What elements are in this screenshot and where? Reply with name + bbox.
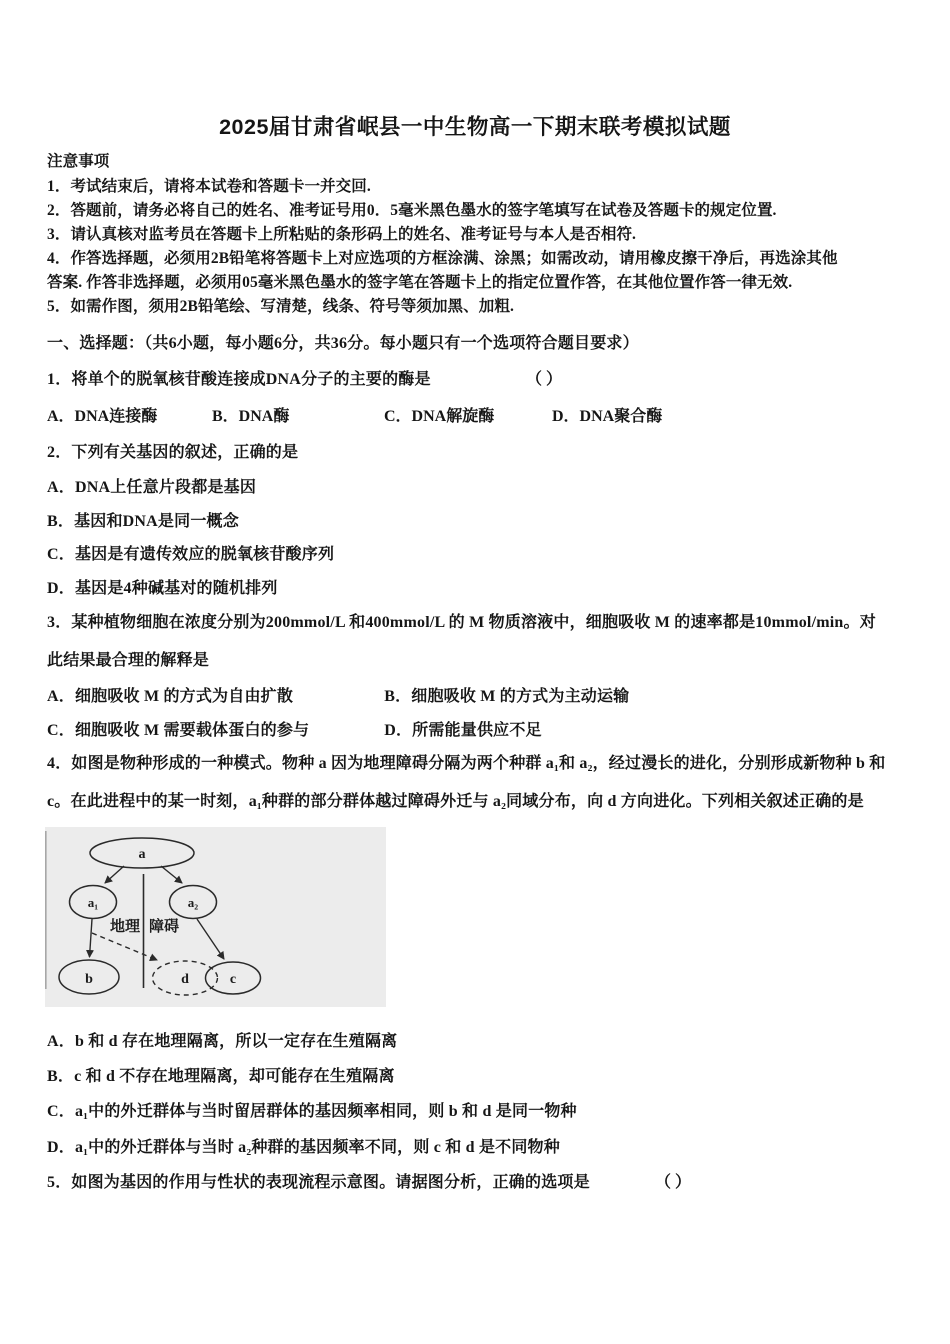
label-b: b (85, 972, 93, 987)
q3-options-row1 (47, 683, 629, 706)
arrow-a2-to-c (197, 919, 224, 959)
q4-option-b: B．c 和 d 不存在地理隔离，却可能存在生殖隔离 (47, 1068, 395, 1085)
label-c: c (229, 972, 237, 987)
q3-option-c: C．细胞吸收 M 需要载体蛋白的参与 (47, 722, 310, 739)
speciation-diagram-svg (45, 827, 386, 1007)
notice-line-3: 3．请认真核对监考员在答题卡上所粘贴的条形码上的姓名、准考证号与本人是否相符. (47, 226, 637, 243)
section-1-heading: 一、选择题：（共6小题，每小题6分，共36分。每小题只有一个选项符合题目要求） (47, 335, 639, 352)
question-5-stem: 5．如图为基因的作用与性状的表现流程示意图。请据图分析，正确的选项是 (47, 1174, 590, 1191)
speciation-diagram-image (45, 827, 386, 1007)
arrow-a-to-a2 (161, 866, 182, 883)
label-barrier-left: 地理 (109, 919, 140, 935)
arrow-a1-to-b (90, 919, 93, 957)
notice-line-4: 4．作答选择题，必须用2B铅笔将答题卡上对应选项的方框涂满、涂黑；如需改动，请用橡皮擦干净后，再选涂其他 (47, 250, 838, 267)
q4-option-a: A．b 和 d 存在地理隔离，所以一定存在生殖隔离 (47, 1033, 398, 1050)
notice-heading: 注意事项 (47, 153, 110, 170)
q1-option-d: D．DNA聚合酶 (552, 408, 663, 425)
label-a1: a₁ (87, 895, 99, 910)
label-barrier-right: 障碍 (149, 919, 180, 935)
exam-title: 2025届甘肃省岷县一中生物高一下期末联考模拟试题 (219, 115, 731, 139)
q2-option-b: B．基因和DNA是同一概念 (47, 513, 239, 530)
q3-options-row2 (47, 717, 542, 740)
q1-option-c: C．DNA解旋酶 (384, 408, 495, 425)
question-4-stem-line1: 4．如图是物种形成的一种模式。物种 a 因为地理障碍分隔为两个种群 a₁和 a₂，经过漫长的进化，分别形成新物种 b 和 (47, 755, 886, 772)
label-d: d (181, 972, 189, 987)
question-3-stem-line2: 此结果最合理的解释是 (47, 652, 210, 669)
scan-edge-artifact (45, 831, 47, 989)
arrow-a-to-a1 (105, 866, 124, 883)
question-1-options (47, 403, 662, 426)
question-4-stem-line2: c。在此进程中的某一时刻，a₁种群的部分群体越过障碍外迁与 a₂同域分布，向 d 方向进化。下列相关叙述正确的是 (47, 793, 864, 810)
question-1-answer-paren: （ ） (526, 371, 563, 388)
q3-option-a: A．细胞吸收 M 的方式为自由扩散 (47, 688, 294, 705)
q4-option-d: D．a₁中的外迁群体与当时 a₂种群的基因频率不同，则 c 和 d 是不同物种 (47, 1139, 560, 1156)
label-a: a (138, 847, 146, 862)
question-3-stem-line1: 3．某种植物细胞在浓度分别为200mmol/L 和400mmol/L 的 M 物质溶液中，细胞吸收 M 的速率都是10mmol/min。对 (47, 614, 876, 631)
question-2-stem: 2．下列有关基因的叙述，正确的是 (47, 444, 299, 461)
question-5-answer-paren: （ ） (655, 1174, 692, 1191)
question-1-stem: 1．将单个的脱氧核苷酸连接成DNA分子的主要的酶是 (47, 371, 431, 388)
q2-option-d: D．基因是4种碱基对的随机排列 (47, 580, 278, 597)
dashed-arrow-a1-to-d (92, 933, 157, 960)
q1-option-b: B．DNA酶 (212, 408, 290, 425)
notice-line-4b: 答案. 作答非选择题，必须用05毫米黑色墨水的签字笔在答题卡上的指定位置作答，在其他位置作答一律无效. (47, 274, 793, 291)
q1-option-a: A．DNA连接酶 (47, 408, 158, 425)
notice-line-1: 1．考试结束后，请将本试卷和答题卡一并交回. (47, 178, 371, 195)
notice-line-5: 5．如需作图，须用2B铅笔绘、写清楚，线条、符号等须加黑、加粗. (47, 298, 514, 315)
notice-line-2: 2．答题前，请务必将自己的姓名、准考证号用0．5毫米黑色墨水的签字笔填写在试卷及答题卡的规定位置. (47, 202, 777, 219)
q4-option-c: C．a₁中的外迁群体与当时留居群体的基因频率相同，则 b 和 d 是同一物种 (47, 1103, 577, 1120)
q3-option-b: B．细胞吸收 M 的方式为主动运输 (384, 688, 630, 705)
q2-option-a: A．DNA上任意片段都是基因 (47, 479, 257, 496)
q2-option-c: C．基因是有遗传效应的脱氧核苷酸序列 (47, 546, 335, 563)
label-a2: a₂ (187, 895, 199, 910)
q3-option-d: D．所需能量供应不足 (384, 722, 542, 739)
